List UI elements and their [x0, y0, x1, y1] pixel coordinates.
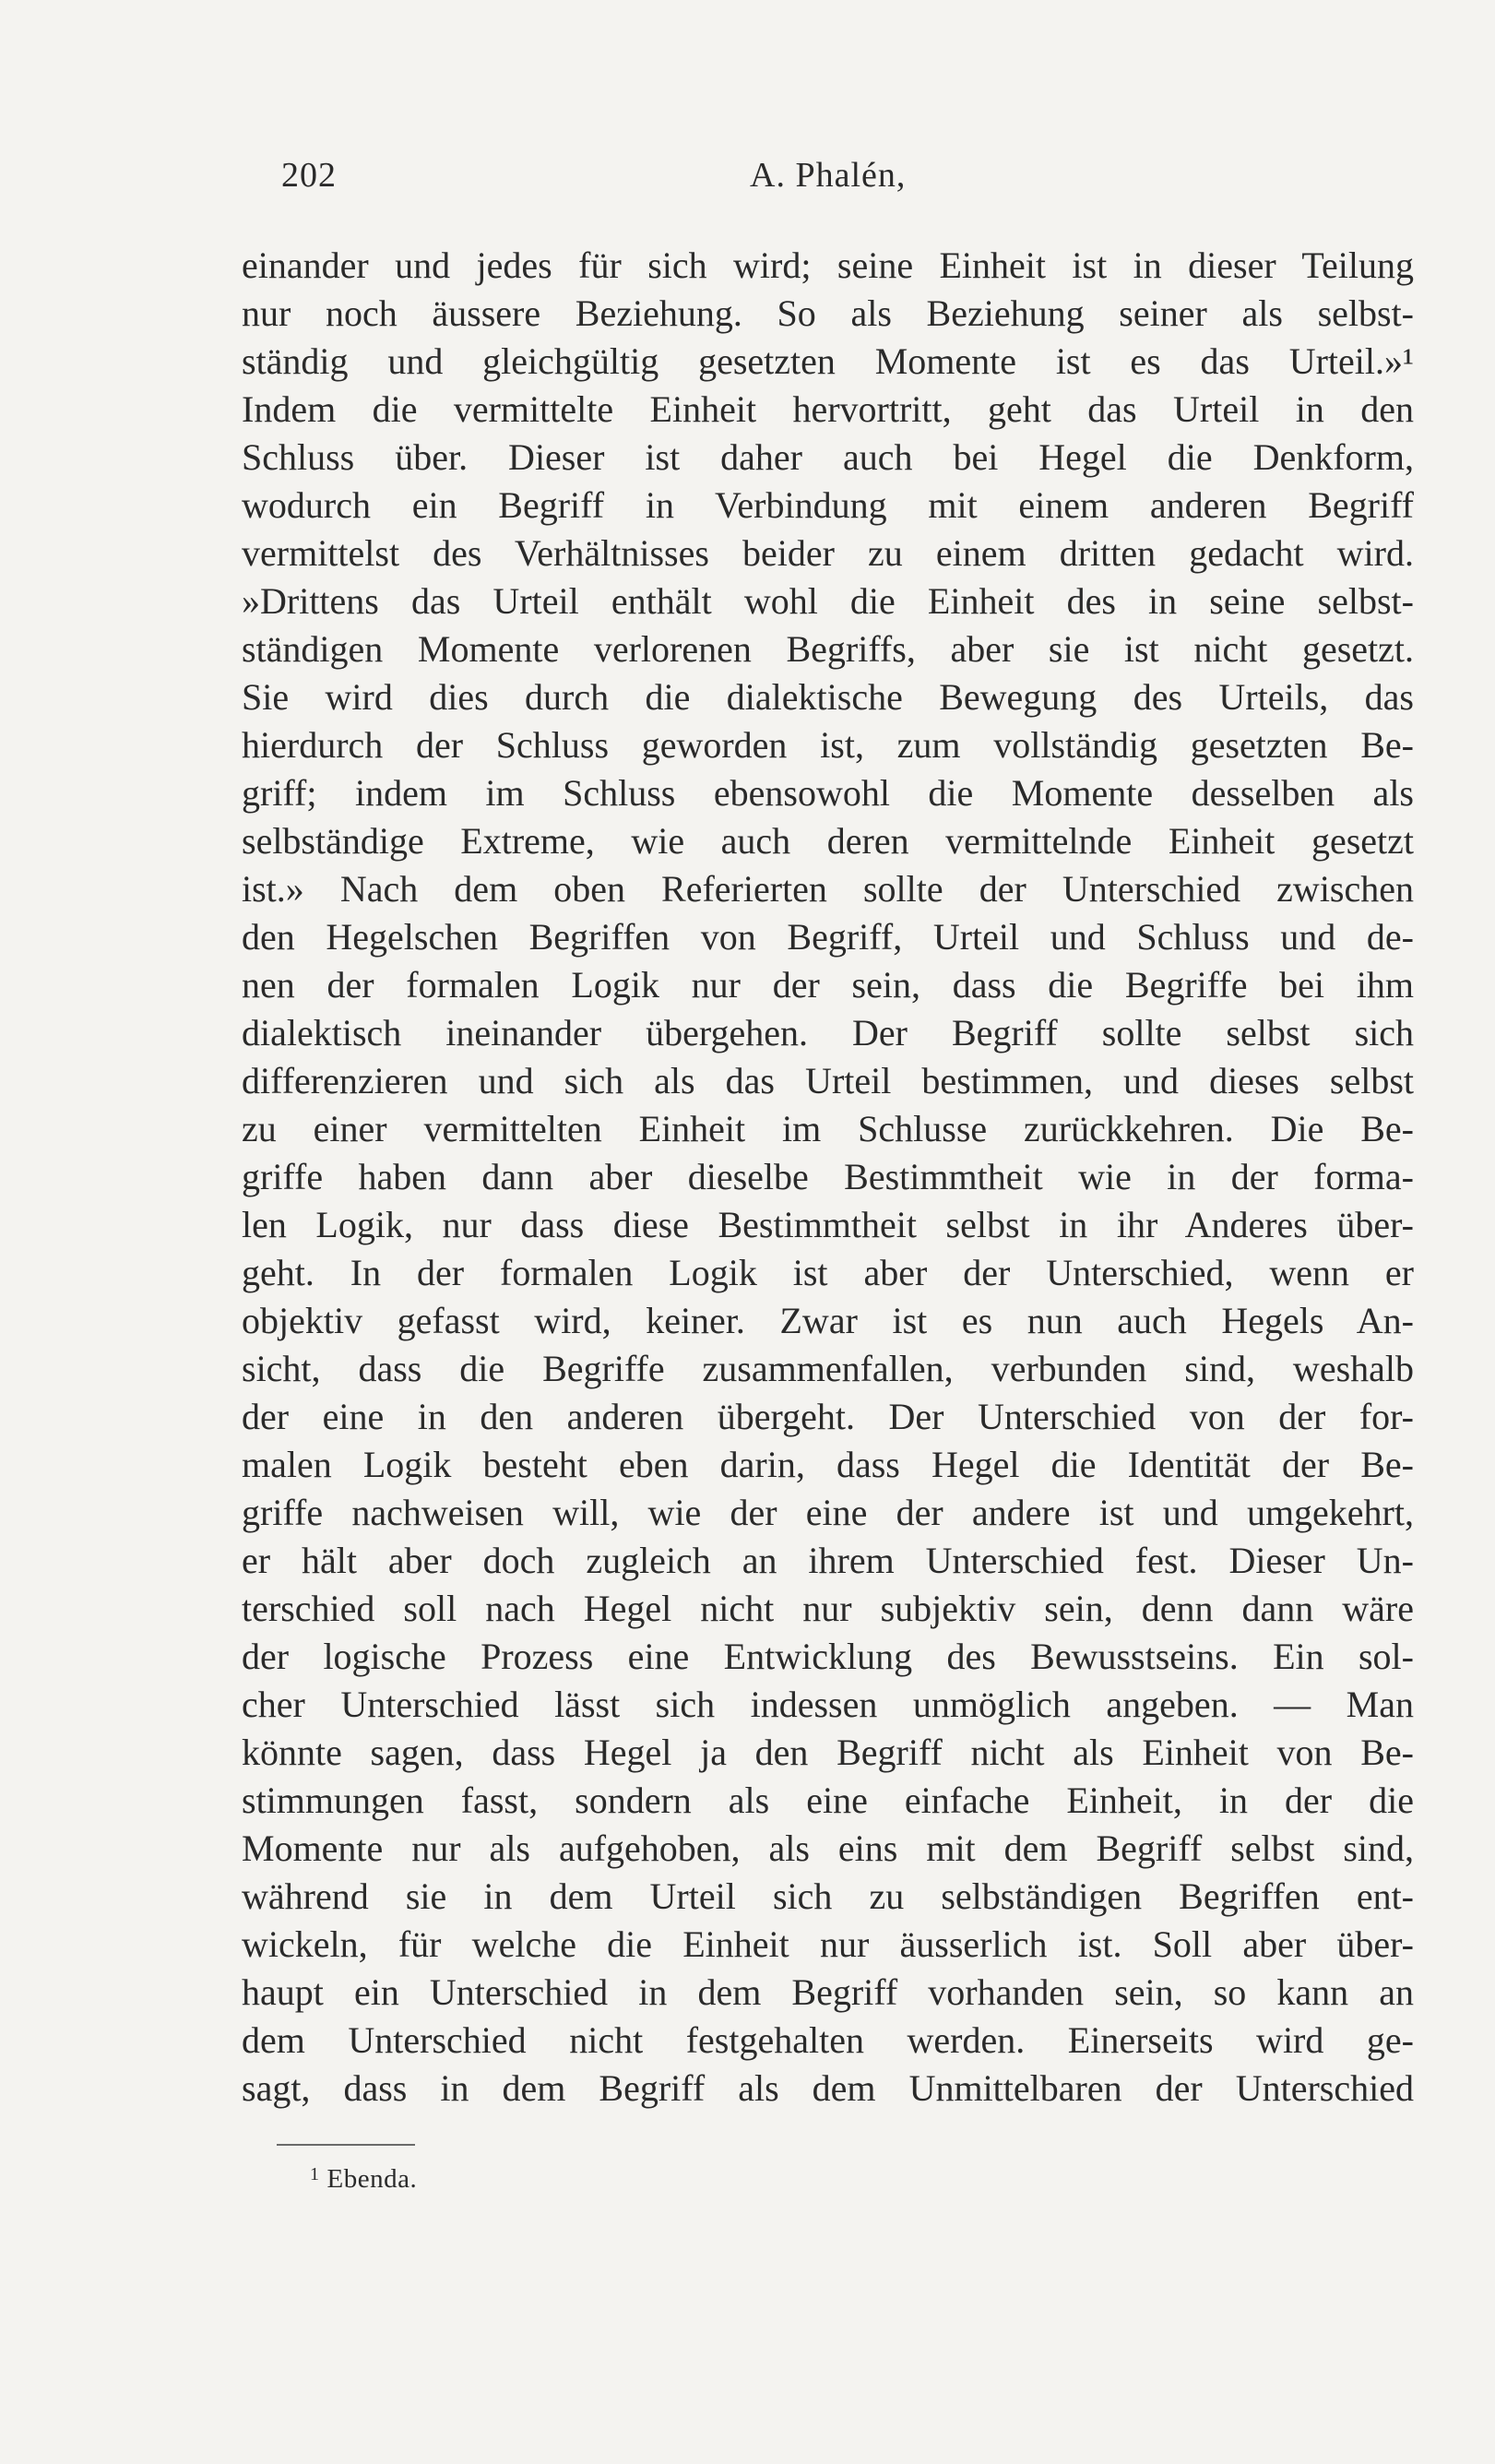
footnote-divider [277, 2144, 415, 2146]
text-line: stimmungen fasst, sondern als eine einfache Einheit, in der die [242, 1780, 1414, 1821]
text-line: Indem die vermittelte Einheit hervortritt, geht das Urteil in den [242, 388, 1414, 430]
text-line: cher Unterschied lässt sich indessen unmöglich angeben. — Man [242, 1684, 1414, 1725]
page-number: 202 [281, 156, 337, 195]
text-line: einander und jedes für sich wird; seine Einheit ist in dieser Teilung [242, 244, 1414, 286]
text-line: hierdurch der Schluss geworden ist, zum vollständig gesetzten Be- [242, 724, 1414, 766]
text-line: Schluss über. Dieser ist daher auch bei Hegel die Denkform, [242, 436, 1414, 478]
footnote-text: Ebenda. [326, 2164, 418, 2194]
text-line: sagt, dass in dem Begriff als dem Unmittelbaren der Unterschied [242, 2067, 1414, 2109]
text-line: dem Unterschied nicht festgehalten werden. Einerseits wird ge- [242, 2019, 1414, 2061]
text-line: Momente nur als aufgehoben, als eins mit dem Begriff selbst sind, [242, 1827, 1414, 1869]
text-line: haupt ein Unterschied in dem Begriff vorhanden sein, so kann an [242, 1971, 1414, 2013]
text-line: differenzieren und sich als das Urteil bestimmen, und dieses selbst [242, 1060, 1414, 1101]
text-line: griffe haben dann aber dieselbe Bestimmtheit wie in der forma- [242, 1156, 1414, 1197]
body-text [242, 242, 1414, 2113]
text-line: er hält aber doch zugleich an ihrem Unterschied fest. Dieser Un- [242, 1540, 1414, 1581]
text-line: objektiv gefasst wird, keiner. Zwar ist es nun auch Hegels An- [242, 1300, 1414, 1341]
text-line: dialektisch ineinander übergehen. Der Begriff sollte selbst sich [242, 1012, 1414, 1053]
text-line: vermittelst des Verhältnisses beider zu einem dritten gedacht wird. [242, 532, 1414, 574]
text-line: den Hegelschen Begriffen von Begriff, Urteil und Schluss und de- [242, 916, 1414, 958]
text-line: selbständige Extreme, wie auch deren vermittelnde Einheit gesetzt [242, 820, 1414, 862]
text-line: ständig und gleichgültig gesetzten Momente ist es das Urteil.»¹ [242, 340, 1414, 382]
text-line: zu einer vermittelten Einheit im Schlusse zurückkehren. Die Be- [242, 1108, 1414, 1149]
text-line: nen der formalen Logik nur der sein, dass die Begriffe bei ihm [242, 964, 1414, 1006]
text-line: der logische Prozess eine Entwicklung des Bewusstseins. Ein sol- [242, 1636, 1414, 1677]
text-line: griff; indem im Schluss ebensowohl die Momente desselben als [242, 772, 1414, 814]
text-line: nur noch äussere Beziehung. So als Beziehung seiner als selbst- [242, 292, 1414, 334]
text-line: geht. In der formalen Logik ist aber der Unterschied, wenn er [242, 1252, 1414, 1293]
text-line: der eine in den anderen übergeht. Der Unterschied von der for- [242, 1396, 1414, 1437]
text-line: »Drittens das Urteil enthält wohl die Einheit des in seine selbst- [242, 580, 1414, 622]
text-line: malen Logik besteht eben darin, dass Hegel die Identität der Be- [242, 1444, 1414, 1485]
text-line: Sie wird dies durch die dialektische Bewegung des Urteils, das [242, 676, 1414, 718]
text-line: len Logik, nur dass diese Bestimmtheit selbst in ihr Anderes über- [242, 1204, 1414, 1245]
page-header [281, 155, 1414, 210]
text-line: wickeln, für welche die Einheit nur äusserlich ist. Soll aber über- [242, 1923, 1414, 1965]
text-line: wodurch ein Begriff in Verbindung mit einem anderen Begriff [242, 484, 1414, 526]
footnote-marker: 1 [310, 2164, 320, 2184]
running-title: A. Phalén, [750, 156, 907, 195]
text-line: sicht, dass die Begriffe zusammenfallen, verbunden sind, weshalb [242, 1348, 1414, 1389]
text-line: griffe nachweisen will, wie der eine der andere ist und umgekehrt, [242, 1492, 1414, 1533]
text-line: könnte sagen, dass Hegel ja den Begriff nicht als Einheit von Be- [242, 1732, 1414, 1773]
footnote [310, 2164, 417, 2195]
text-line: während sie in dem Urteil sich zu selbständigen Begriffen ent- [242, 1875, 1414, 1917]
text-line: ist.» Nach dem oben Referierten sollte der Unterschied zwischen [242, 868, 1414, 910]
text-line: terschied soll nach Hegel nicht nur subjektiv sein, denn dann wäre [242, 1588, 1414, 1629]
text-line: ständigen Momente verlorenen Begriffs, aber sie ist nicht gesetzt. [242, 628, 1414, 670]
